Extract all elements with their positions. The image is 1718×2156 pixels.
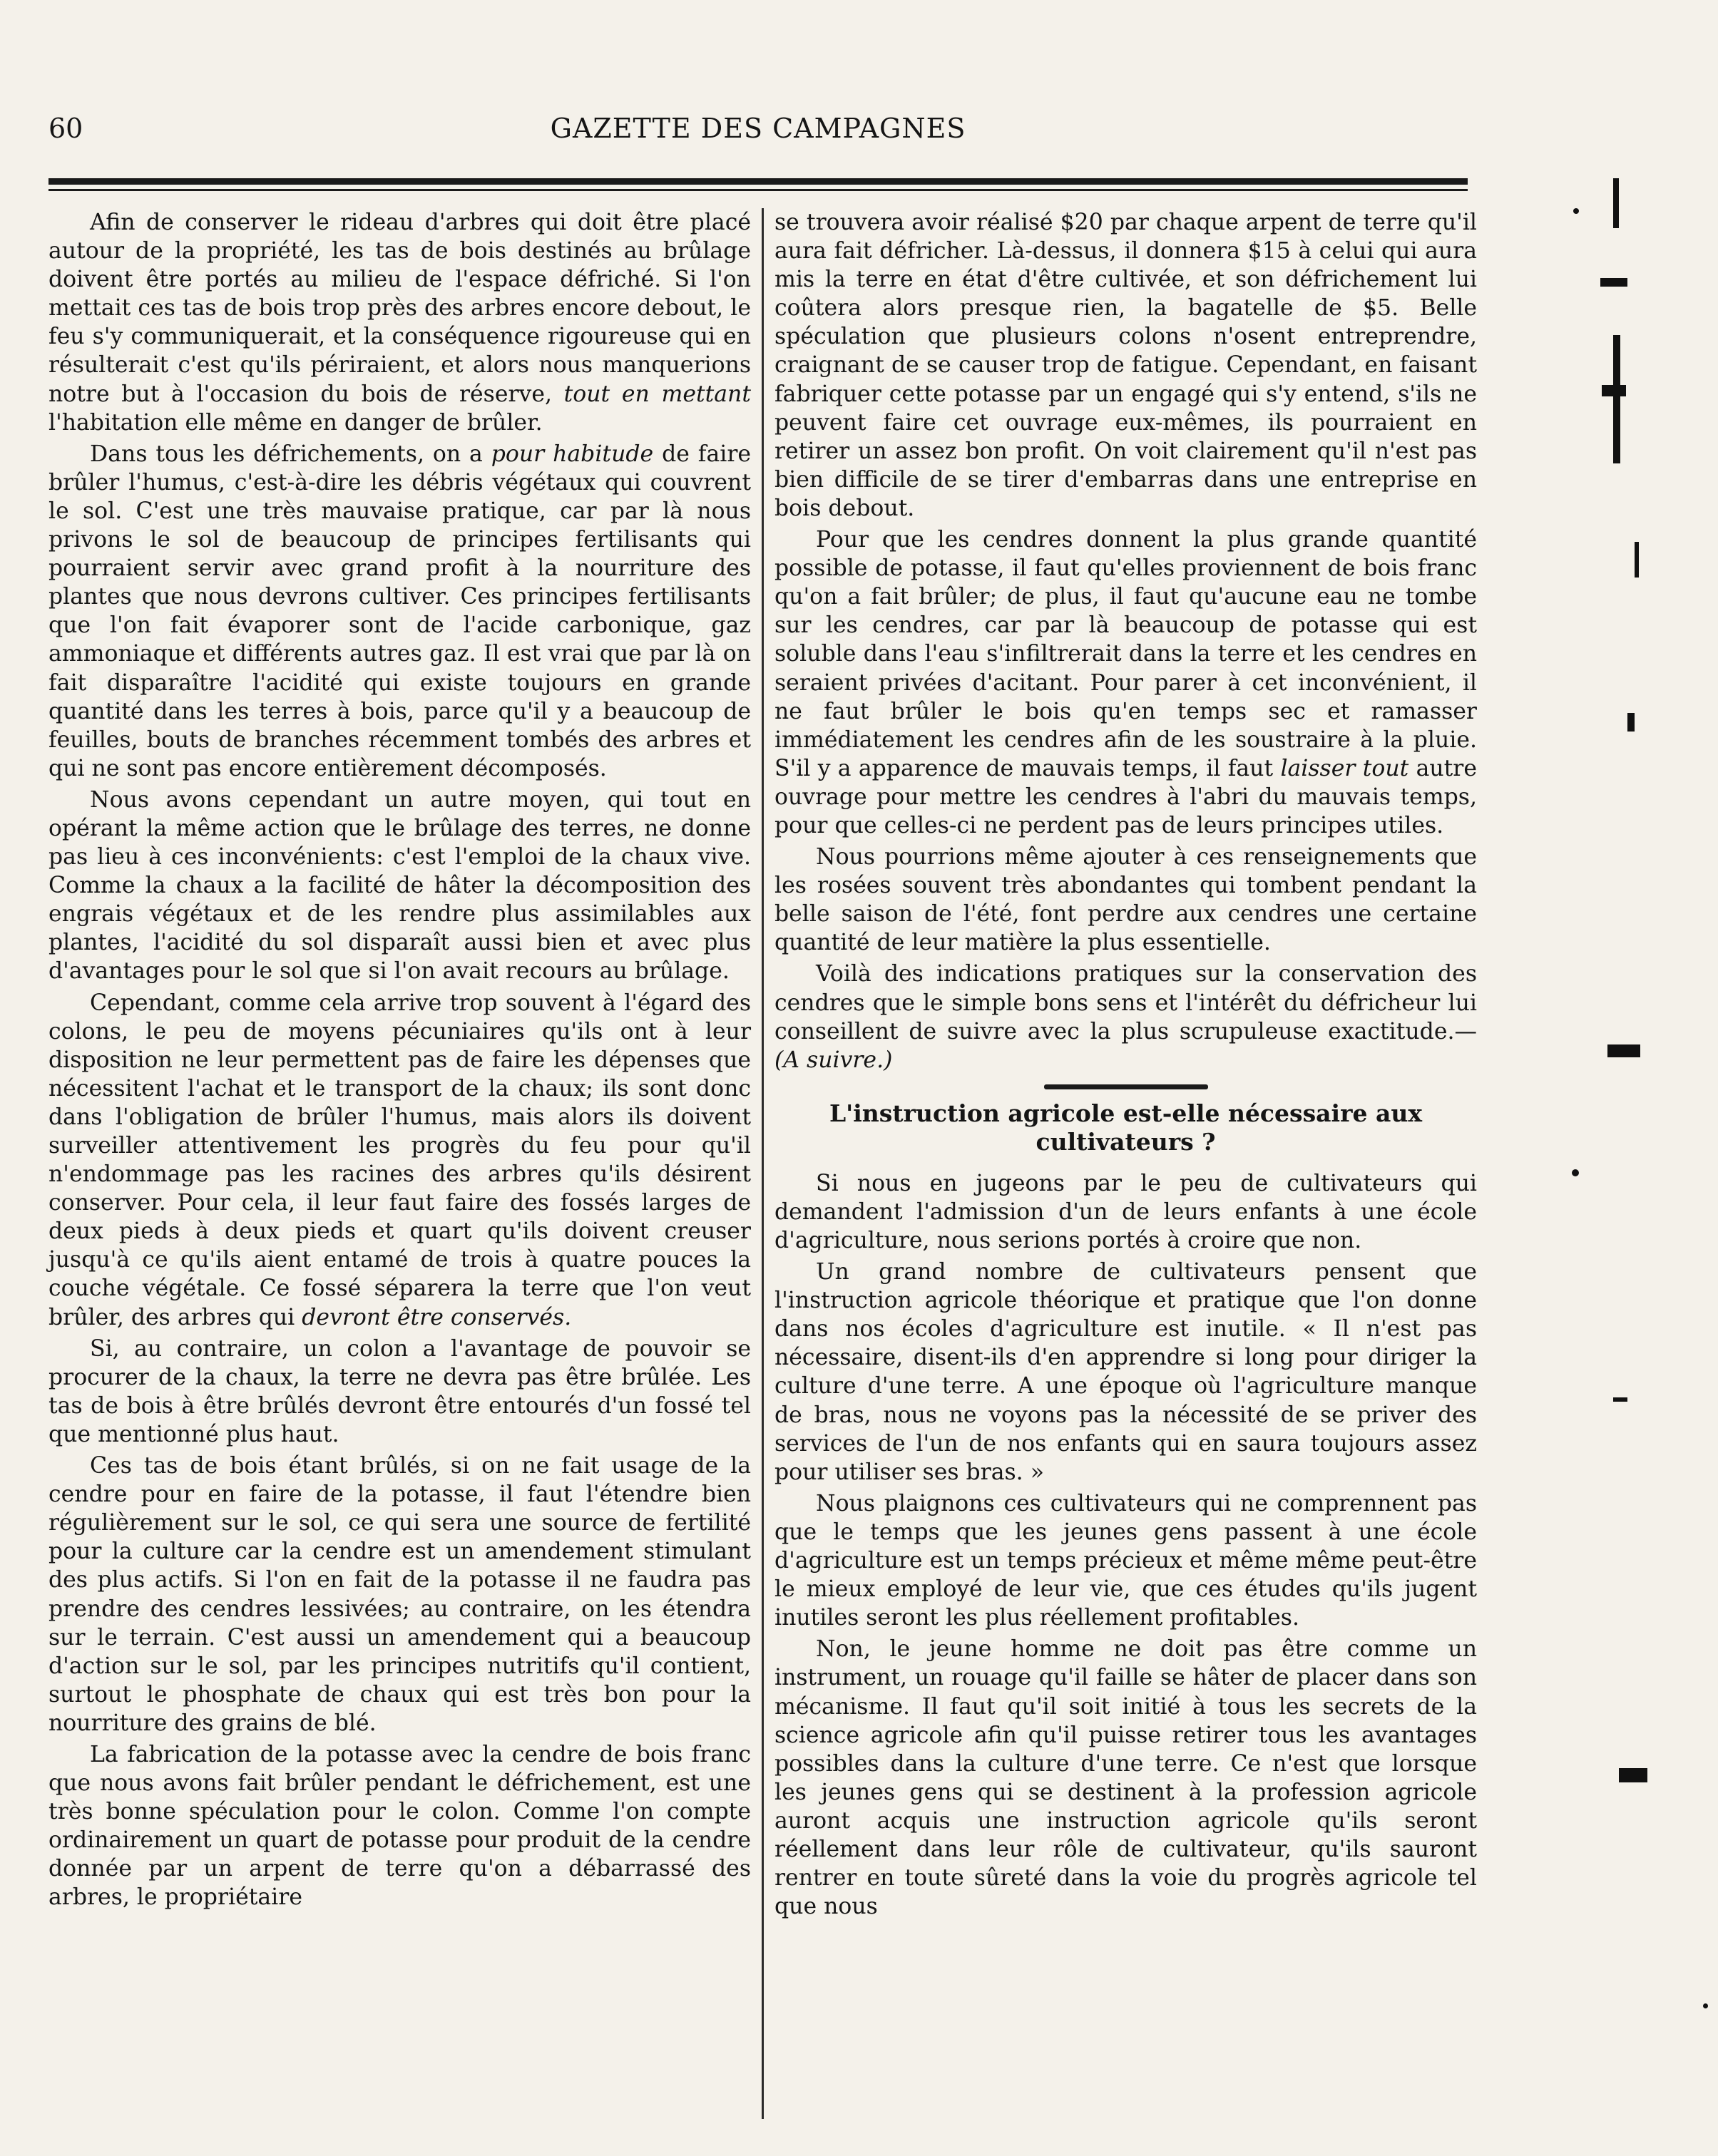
italic-text: laisser tout bbox=[1280, 755, 1409, 781]
article-paragraph bbox=[774, 843, 1477, 957]
body-text: Non, le jeune homme ne doit pas être comme un instrument, un rouage qu'il faille se hâter de placer dans son mécanisme. Il faut qu'il soit initié à tous les secrets de la science agricole afin qu'il puisse retirer tous les avantages possibles dans la culture d'une terre. Ce n'est que lorsque les jeunes gens qui se destinent à la profession agricole auront acquis une instruction agricole qu'ils seront réellement dans leur rôle de cultivateur, qu'ils sauront rentrer en toute sûreté dans la voie du progrès agricole tel que nous bbox=[774, 1636, 1477, 1920]
scan-speck bbox=[1572, 1169, 1579, 1176]
article-paragraph bbox=[48, 989, 751, 1332]
body-text: autre ouvrage pour mettre les cendres à l'abri du mauvais temps, pour que celles-ci ne perdent pas de leurs principes utiles. bbox=[774, 755, 1477, 838]
body-text: Si nous en jugeons par le peu de cultivateurs qui demandent l'admission d'un de leurs enfants à une école d'agriculture, nous serions portés à croire que non. bbox=[774, 1170, 1477, 1253]
scan-edge-mark bbox=[1627, 713, 1635, 732]
article-paragraph bbox=[48, 1740, 751, 1912]
page-number: 60 bbox=[48, 113, 83, 144]
article-paragraph bbox=[48, 786, 751, 986]
body-text: Un grand nombre de cultivateurs pensent que l'instruction agricole théorique et pratique que l'on donne dans nos écoles d'agriculture est inutile. « Il n'est pas nécessaire, disent-ils d'en apprendre si long pour diriger la culture d'une terre. A une époque où l'agriculture manque de bras, nous ne voyons pas la nécessité de se priver des services de l'un de nos enfants qui en saura toujours assez pour utiliser ses bras. » bbox=[774, 1259, 1477, 1485]
section-heading: L'instruction agricole est-elle nécessaire aux cultivateurs ? bbox=[829, 1099, 1423, 1156]
article-paragraph bbox=[774, 1489, 1477, 1632]
scan-edge-mark bbox=[1619, 1768, 1647, 1782]
article-paragraph bbox=[48, 440, 751, 783]
body-text: Si, au contraire, un colon a l'avantage de pouvoir se procurer de la chaux, la terre ne devra pas être brûlée. Les tas de bois à être brûlés devront être entourés d'un fossé tel que mentionné plus haut. bbox=[48, 1335, 751, 1447]
body-text: Pour que les cendres donnent la plus grande quantité possible de potasse, il faut qu'elles proviennent de bois franc qu'on a fait brûler; de plus, il faut qu'aucune eau ne tombe sur les cendres, car par là beaucoup de potasse qui est soluble dans l'eau s'infiltrerait dans la terre et les cendres en seraient privées d'acitant. Pour parer à cet inconvénient, il ne faut brûler le bois qu'en temps sec et ramasser immédiatement les cendres afin de les soustraire à la pluie. S'il y a apparence de mauvais temps, il faut bbox=[774, 527, 1477, 781]
scan-speck bbox=[1703, 2003, 1708, 2008]
scan-edge-mark bbox=[1613, 335, 1620, 463]
header-rule-thin bbox=[48, 189, 1468, 191]
body-text: Ces tas de bois étant brûlés, si on ne fait usage de la cendre pour en faire de la potasse, il faut l'étendre bien régulièrement sur le sol, ce qui sera une source de fertilité pour la culture car la cendre est un amendement stimulant des plus actifs. Si l'on en fait de la potasse il ne faudra pas prendre des cendres lessivées; au contraire, on les étendra sur le terrain. C'est aussi un amendement qui a beaucoup d'action sur le sol, par les principes nutritifs qu'il contient, surtout le phosphate de chaux qui est très bon pour la nourriture des grains de blé. bbox=[48, 1453, 751, 1736]
italic-text: pour habitude bbox=[491, 441, 654, 467]
body-text: Voilà des indications pratiques sur la conservation des cendres que le simple bons sens et l'intérêt du défricheur lui conseillent de suivre avec la plus scrupuleuse exactitude.— bbox=[774, 961, 1477, 1044]
running-title: GAZETTE DES CAMPAGNES bbox=[550, 113, 966, 144]
scan-edge-mark bbox=[1600, 278, 1627, 287]
article-paragraph bbox=[48, 208, 751, 437]
scan-edge-mark bbox=[1613, 178, 1619, 228]
article-paragraph bbox=[774, 1635, 1477, 1921]
scan-speck bbox=[1573, 208, 1579, 214]
left-column bbox=[48, 208, 751, 1915]
body-text: de faire brûler l'humus, c'est-à-dire les débris végétaux qui couvrent le sol. C'est une très mauvaise pratique, car par là nous privons le sol de beaucoup de principes fertilisants qui pourraient servir avec grand profit à la nourriture des plantes que nous devrons cultiver. Ces principes fertilisants que l'on fait évaporer sont de l'acide carbonique, gaz ammoniaque et différents autres gaz. Il est vrai que par là on fait disparaître l'acidité qui existe toujours en grande quantité dans les terres à bois, parce qu'il y a beaucoup de feuilles, bouts de branches récemment tombés des arbres et qui ne sont pas encore entièrement décomposés. bbox=[48, 441, 752, 781]
italic-text: devront être conservés. bbox=[302, 1304, 572, 1330]
body-text: La fabrication de la potasse avec la cendre de bois franc que nous avons fait brûler pendant le défrichement, est une très bonne spéculation pour le colon. Comme l'on compte ordinairement un quart de potasse pour produit de la cendre donnée par un arpent de terre qu'on a débarrassé des arbres, le propriétaire bbox=[48, 1741, 751, 1911]
body-text: Cependant, comme cela arrive trop souvent à l'égard des colons, le peu de moyens pécuniaires qu'ils ont à leur disposition ne leur permettent pas de faire les dépenses que nécessitent l'achat et le transport de la chaux; ils sont donc dans l'obligation de brûler l'humus, mais alors ils doivent surveiller attentivement les progrès du feu pour qu'il n'endommage pas les racines des arbres qu'ils désirent conserver. Pour cela, il leur faut faire des fossés larges de deux pieds à deux pieds et quart qu'ils doivent creuser jusqu'à ce qu'ils aient entamé de trois à quatre pouces la couche végétale. Ce fossé séparera la terre que l'on veut brûler, des arbres qui bbox=[48, 990, 751, 1330]
page-header bbox=[48, 113, 1468, 155]
body-text: Nous plaignons ces cultivateurs qui ne comprennent pas que le temps que les jeunes gens passent à une école d'agriculture est un temps précieux et même même peut-être le mieux employé de leur vie, que ces études qu'ils jugent inutiles seront les plus réellement profitables. bbox=[774, 1490, 1477, 1631]
article-paragraph bbox=[48, 1335, 751, 1449]
header-rule-thick bbox=[48, 178, 1468, 185]
body-text: Nous pourrions même ajouter à ces renseignements que les rosées souvent très abondantes qui tombent pendant la belle saison de l'été, font perdre aux cendres une certaine quantité de leur matière la plus essentielle. bbox=[774, 844, 1477, 956]
scan-edge-mark bbox=[1613, 1397, 1627, 1402]
column-divider bbox=[762, 208, 764, 2119]
continued-paragraph: se trouvera avoir réalisé $20 par chaque arpent de terre qu'il aura fait défricher. Là-dessus, il donnera $15 à celui qui aura mis la terre en état d'être cultivée, et son défrichement lui coûtera alors presque rien, la bagatelle de $5. Belle spéculation que plusieurs colons n'osent entreprendre, craignant de se causer trop de fatigue. Cependant, en faisant fabriquer cette potasse par un engagé qui s'y entend, s'ils ne peuvent faire cet ouvrage eux-mêmes, ils pourraient en retirer un assez bon profit. On voit clairement qu'il n'est pas bien difficile de se tirer d'embarras dans une entreprise en bois debout. bbox=[774, 210, 1477, 521]
italic-text: tout en mettant bbox=[563, 381, 752, 407]
body-text: l'habitation elle même en danger de brûler. bbox=[48, 409, 543, 436]
article-paragraph bbox=[774, 1169, 1477, 1255]
scan-edge-mark bbox=[1607, 1044, 1640, 1057]
scan-edge-mark bbox=[1635, 542, 1639, 578]
scan-edge-mark bbox=[1602, 385, 1626, 396]
article-paragraph bbox=[774, 525, 1477, 840]
body-text: Afin de conserver le rideau d'arbres qui doit être placé autour de la propriété, les tas de bois destinés au brûlage doivent être portés au milieu de l'espace défriché. Si l'on mettait ces tas de bois trop près des arbres encore debout, le feu s'y communiquerait, et la conséquence rigoureuse qui en résulterait c'est qu'ils périraient, et alors nous manquerions notre but à l'occasion du bois de réserve, bbox=[48, 210, 751, 407]
article-paragraph bbox=[774, 960, 1477, 1074]
body-text: Dans tous les défrichements, on a bbox=[90, 441, 491, 467]
article-paragraph bbox=[48, 1452, 751, 1737]
article-paragraph bbox=[774, 1258, 1477, 1487]
right-column bbox=[774, 208, 1477, 1924]
italic-text: (A suivre.) bbox=[774, 1047, 893, 1073]
body-text: Nous avons cependant un autre moyen, qui tout en opérant la même action que le brûlage des terres, ne donne pas lieu à ces inconvénients: c'est l'emploi de la chaux vive. Comme la chaux a la facilité de hâter la décomposition des engrais végétaux et de les rendre plus assimilables aux plantes, l'acidité du sol disparaît aussi bien et avec plus d'avantages pour le sol que si l'on avait recours au brûlage. bbox=[48, 786, 751, 985]
article-separator bbox=[1044, 1084, 1208, 1089]
